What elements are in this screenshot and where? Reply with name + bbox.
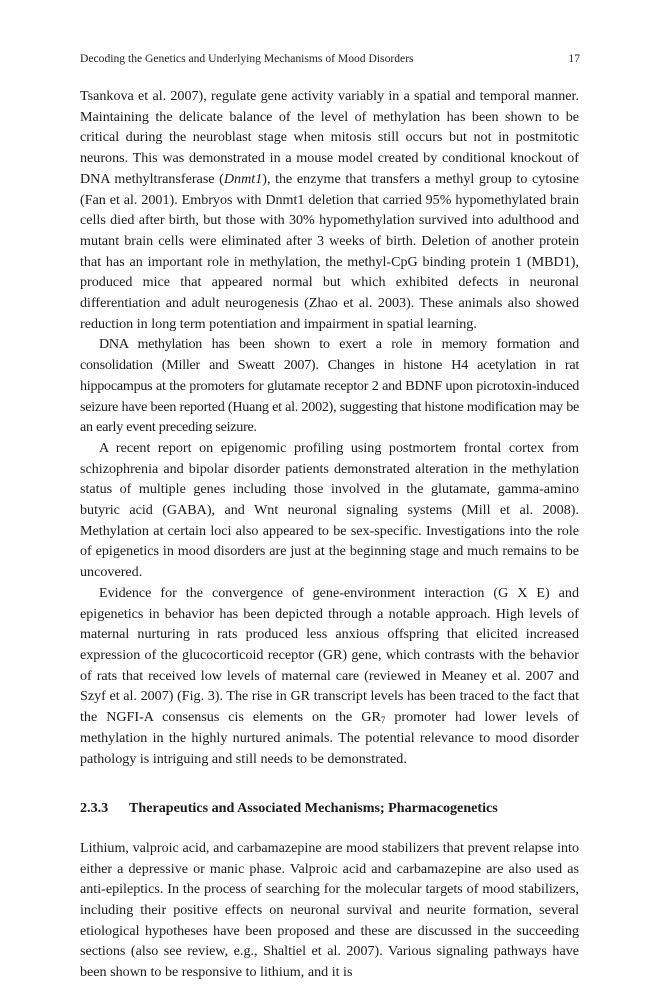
paragraph-text: ), the enzyme that transfers a methyl group to cytosine (Fan et al. 2001). Embryos with Dnmt1 deletion that carried 95% hypomethylated brain cells died after birth, but those with 30% hypomethylation survived into adulthood and mutant brain cells were eliminated after 3 weeks of birth. Deletion of another protein that has an important role in methylation, the methyl-CpG binding protein 1 (MBD1), produced mice that appeared normal but which exhibited defects in neuronal differentiation and adult neurogenesis (Zhao et al. 2003). These animals also showed reduction in long term potentiation and impairment in spatial learning.	[80, 170, 579, 332]
paragraph-methylation-balance	[80, 86, 579, 334]
page-number: 17	[568, 52, 580, 65]
section-number: 2.3.3	[80, 800, 109, 817]
paragraph-text: promoter had lower levels of methylation in the highly nurtured animals. The potential relevance to mood disorder pathology is intriguing and still needs to be demonstrated.	[80, 709, 579, 767]
section-heading	[80, 798, 579, 819]
paragraph-memory-formation: DNA methylation has been shown to exert a role in memory formation and consolidation (Miller and Sweatt 2007). Changes in histone H4 acetylation in rat hippocampus at the promoters for glutamate receptor 2 and BDNF upon picrotoxin-induced seizure have been reported (Huang et al. 2002), suggesting that histone modification may be an early event preceding seizure.	[80, 336, 579, 436]
body-text	[80, 86, 579, 983]
section-title: Therapeutics and Associated Mechanisms; Pharmacogenetics	[129, 800, 498, 817]
subscript: 7	[380, 715, 386, 726]
paragraph-gene-environment	[80, 583, 579, 769]
paragraph-text: Evidence for the convergence of gene-environment interaction (G X E) and epigenetics in behavior has been depicted through a notable approach. High levels of maternal nurturing in rats produced less anxious offspring that elicited increased expression of the glucocorticoid receptor (GR) gene, which contrasts with the behavior of rats that received low levels of maternal care (reviewed in Meaney et al. 2007 and Szyf et al. 2007) (Fig. 3). The rise in GR transcript levels has been traced to the fact that the NGFI-A consensus cis elements on the GR	[80, 584, 579, 726]
paragraph-epigenomic-profiling: A recent report on epigenomic profiling using postmortem frontal cortex from schizophrenia and bipolar disorder patients demonstrated alteration in the methylation status of multiple genes including those involved in the glutamate, gamma-amino butyric acid (GABA), and Wnt neuronal signaling systems (Mill et al. 2008). Methylation at certain loci also appeared to be sex-specific. Investigations into the role of epigenetics in mood disorders are just at the beginning stage and much remains to be uncovered.	[80, 439, 579, 581]
paragraph-text: Tsankova et al. 2007), regulate gene activity variably in a spatial and temporal manner. Maintaining the delicate balance of the level of methylation has been shown to be critical during the neuroblast stage when mitosis still occurs but not in postmitotic neurons. This was demonstrated in a mouse model created by conditional knockout of DNA methyltransferase (	[80, 88, 579, 187]
gene-name: Dnmt1	[223, 170, 263, 187]
paragraph-mood-stabilizers: Lithium, valproic acid, and carbamazepine are mood stabilizers that prevent relapse into either a depressive or manic phase. Valproic acid and carbamazepine are also used as anti-epileptics. In the process of searching for the molecular targets of mood stabilizers, including their positive effects on neuronal survival and neurite formation, several etiological hypotheses have been proposed and these are discussed in the succeeding sections (also see review, e.g., Shaltiel et al. 2007). Various signaling pathways have been shown to be responsive to lithium, and it is	[80, 839, 579, 981]
running-head-title: Decoding the Genetics and Underlying Mechanisms of Mood Disorders	[80, 52, 414, 65]
